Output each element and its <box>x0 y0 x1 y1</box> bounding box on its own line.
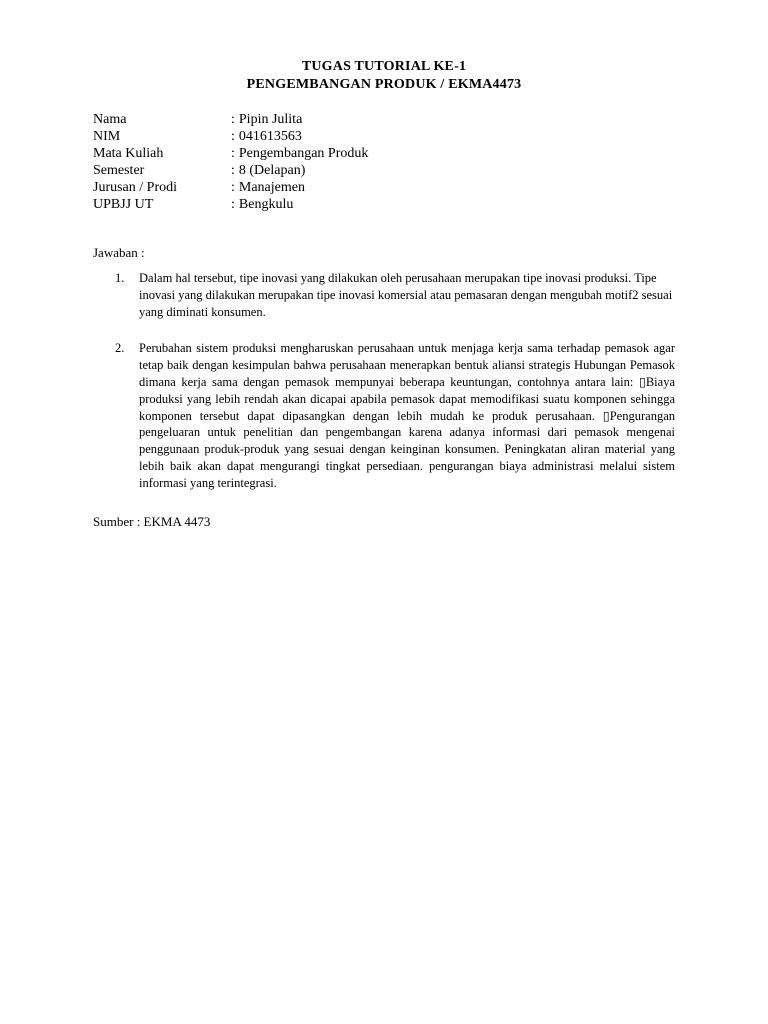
info-separator: : <box>231 146 235 161</box>
info-label: Mata Kuliah <box>93 146 164 161</box>
info-row-upbjj <box>93 196 368 213</box>
answer-heading: Jawaban : <box>93 245 145 260</box>
document-title-line2: PENGEMBANGAN PRODUK / EKMA4473 <box>246 77 522 92</box>
info-label: NIM <box>93 129 121 144</box>
info-row-nim <box>93 128 368 145</box>
info-label: Semester <box>93 163 145 178</box>
info-row-nama <box>93 111 368 128</box>
info-row-jurusan <box>93 179 368 196</box>
student-info-block <box>93 111 368 213</box>
info-separator: : <box>231 112 235 127</box>
answer-number: 2. <box>115 341 125 356</box>
info-separator: : <box>231 163 235 178</box>
info-label: UPBJJ UT <box>93 197 154 212</box>
info-value: Bengkulu <box>238 197 294 212</box>
source-note: Sumber : EKMA 4473 <box>93 514 211 529</box>
info-value: 041613563 <box>238 129 302 144</box>
info-value: Pipin Julita <box>238 112 303 127</box>
answer-item-2 <box>93 340 675 491</box>
answer-number: 1. <box>115 271 125 285</box>
info-value: Pengembangan Produk <box>238 146 369 161</box>
answer-list <box>93 270 675 492</box>
answer-text: Dalam hal tersebut, tipe inovasi yang dilakukan oleh perusahaan merupakan tipe inovasi produksi. Tipe inovasi yang dilakukan merupakan tipe inovasi komersial atau pemasaran dengan mengubah motif2 sesuai yang diminati konsumen. <box>139 271 673 319</box>
info-label: Jurusan / Prodi <box>93 180 177 195</box>
info-separator: : <box>231 197 235 212</box>
info-value: 8 (Delapan) <box>238 163 306 178</box>
info-label: Nama <box>93 112 127 127</box>
answer-text: Perubahan sistem produksi mengharuskan perusahaan untuk menjaga kerja sama terhadap pemasok agar tetap baik dengan kesimpulan bahwa perusahaan menerapkan bentuk aliansi strategis Hubungan Pemasok dimana kerja sama dengan pemasok mempunyai beberapa keuntungan, contohnya antara lain: ▯Biaya produksi yang lebih rendah akan dicapai apabila pemasok dapat memodifikasi suatu komponen sehingga komponen tersebut dapat dipasangkan dengan lebih mudah ke produk perusahaan. ▯Pengurangan pengeluaran untuk penelitian dan pengembangan karena adanya informasi dari pemasok mengenai penggunaan produk-produk yang sesuai dengan keinginan konsumen. Peningkatan aliran material yang lebih baik akan dapat mengurangi tingkat persediaan. pengurangan biaya administrasi melalui sistem informasi yang terintegrasi. <box>139 341 675 490</box>
document-title-line1: TUGAS TUTORIAL KE-1 <box>301 59 467 74</box>
info-separator: : <box>231 129 235 144</box>
info-separator: : <box>231 180 235 195</box>
info-row-semester <box>93 162 368 179</box>
answer-item-1 <box>93 270 675 320</box>
info-row-mata-kuliah <box>93 145 368 162</box>
info-value: Manajemen <box>238 180 305 195</box>
